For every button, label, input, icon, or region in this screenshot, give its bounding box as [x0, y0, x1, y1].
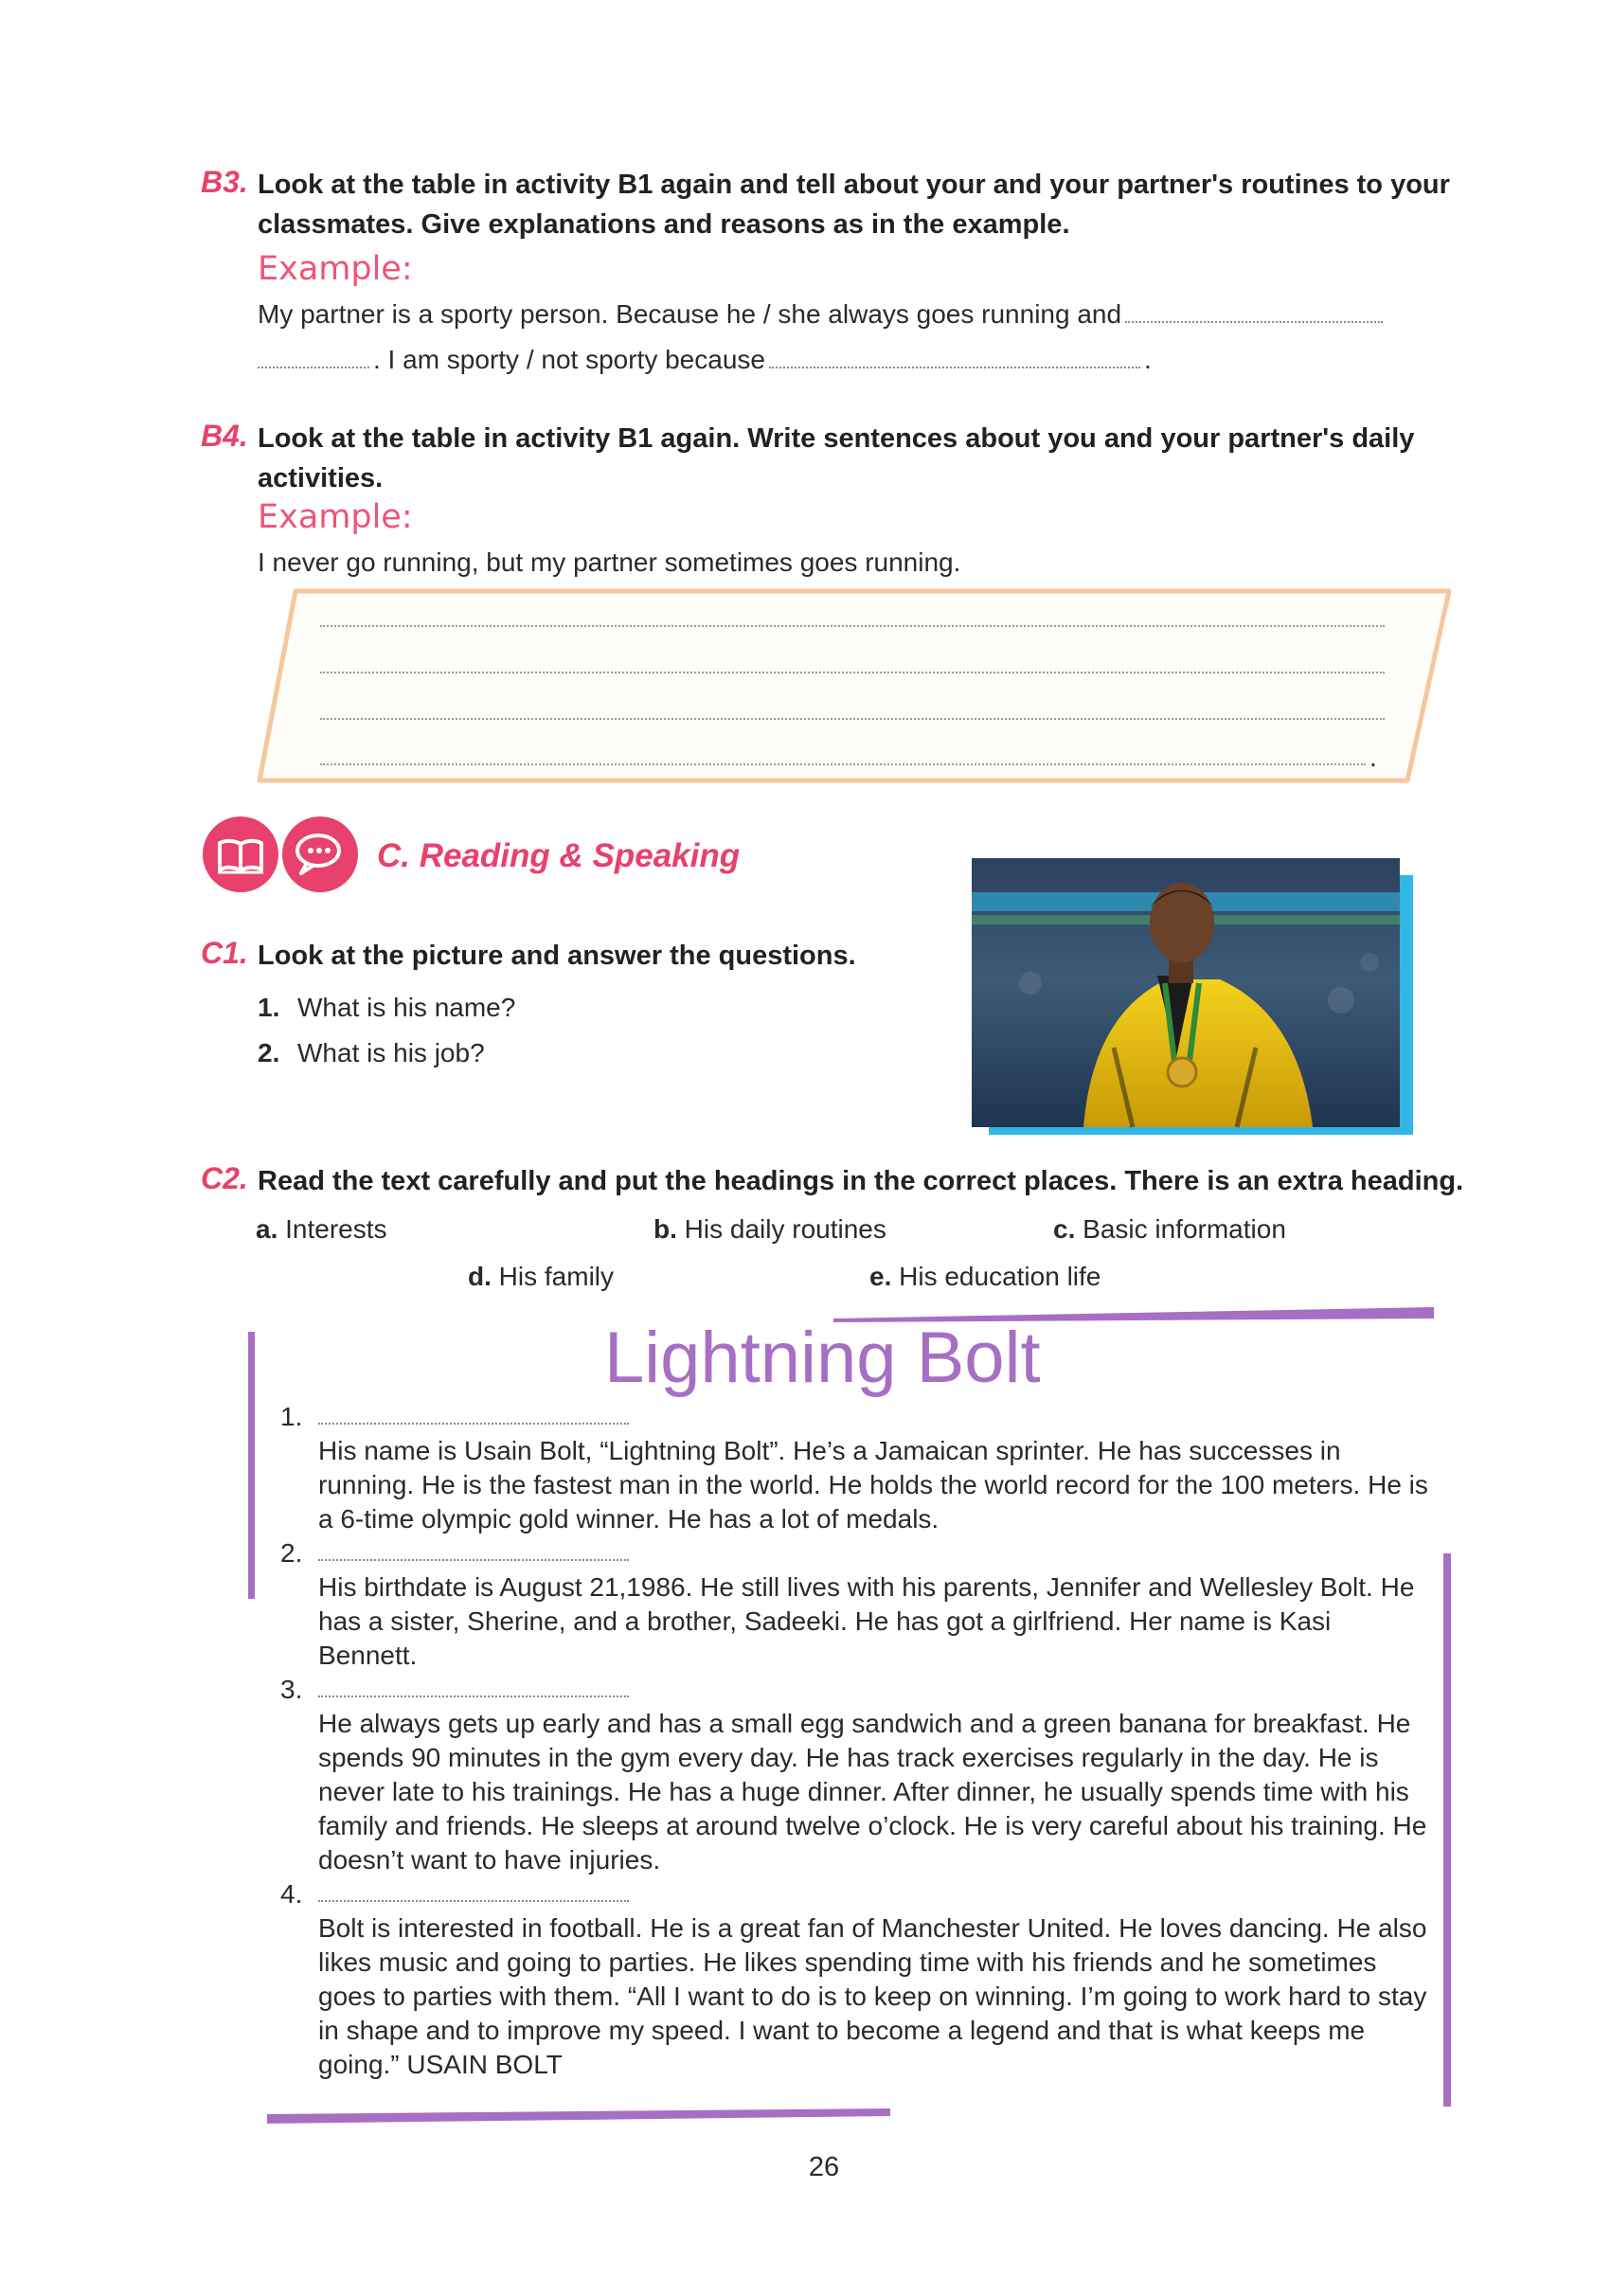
- page-number: 26: [808, 2152, 840, 2182]
- heading-letter: a.: [256, 1214, 278, 1244]
- para-2-number: 2.: [280, 1538, 303, 1568]
- para-1-text: His name is Usain Bolt, “Lightning Bolt”. He’s a Jamaican sprinter. He has successes in running. He is the fastest man in the world. He holds the world record for the 100 meters. He is a 6-time olympic gold winner. He has a lot of medals.: [318, 1436, 1428, 1534]
- b3-example-line2-text: . I am sporty / not sporty because: [373, 345, 765, 374]
- c1-q1-num: 1.: [258, 993, 280, 1022]
- para-1-number: 1.: [280, 1402, 303, 1431]
- para-3-blank[interactable]: [318, 1695, 629, 1697]
- c1-q2-text: What is his job?: [297, 1038, 485, 1067]
- para-3-text: He always gets up early and has a small egg sandwich and a green banana for breakfast. He spends 90 minutes in the gym every day. He has track exercises regularly in the day. He is never late to his trainings. He has a huge dinner. After dinner, he usually spends time with his family and friends. He sleeps at around twelve o’clock. He is very careful about his training. He doesn’t want to have injuries.: [318, 1709, 1427, 1874]
- c2-instruction: Read the text carefully and put the headings in the correct places. There is an extra heading.: [258, 1166, 1464, 1196]
- b4-example-text: I never go running, but my partner sometimes goes running.: [258, 547, 961, 577]
- heading-letter: b.: [653, 1214, 677, 1244]
- c1-number: C1.: [201, 936, 248, 970]
- heading-text: Interests: [285, 1214, 387, 1244]
- para-4-number: 4.: [280, 1879, 303, 1909]
- b4-number: B4.: [201, 419, 248, 453]
- heading-text: His education life: [899, 1262, 1101, 1291]
- b4-end-mark: .: [1369, 743, 1377, 772]
- heading-text: His daily routines: [684, 1214, 886, 1244]
- heading-letter: e.: [869, 1262, 892, 1291]
- b4-example-label: Example:: [258, 498, 413, 536]
- para-2-text: His birthdate is August 21,1986. He still lives with his parents, Jennifer and Wellesley Bolt. He has a sister, Sherine, and a brother, Sadeeki. He has got a girlfriend. Her name is Kasi Bennett.: [318, 1572, 1415, 1670]
- para-2-blank[interactable]: [318, 1559, 629, 1561]
- heading-text: Basic information: [1083, 1214, 1286, 1244]
- heading-text: His family: [498, 1262, 615, 1291]
- c2-number: C2.: [201, 1161, 248, 1195]
- c1-instruction: Look at the picture and answer the questions.: [258, 941, 856, 971]
- para-4-blank[interactable]: [318, 1900, 629, 1902]
- b3-example-line1-text: My partner is a sporty person. Because he / she always goes running and: [258, 299, 1122, 329]
- b3-number: B3.: [201, 165, 248, 199]
- heading-letter: c.: [1053, 1214, 1076, 1244]
- section-c-title: C. Reading & Speaking: [377, 837, 741, 874]
- b4-instruction: Look at the table in activity B1 again. Write sentences about you and your partner's daily activities.: [258, 423, 1415, 493]
- b3-example-end: .: [1143, 345, 1152, 374]
- para-4-text: Bolt is interested in football. He is a great fan of Manchester United. He loves dancing. He also likes music and going to parties. He likes spending time with his friends and he sometimes goes to parties with them. “All I want to do is to keep on winning. I’m going to work hard to stay in shape and to improve my speed. I want to become a legend and that is what keeps me going.” USAIN BOLT: [318, 1913, 1427, 2079]
- b3-example-label: Example:: [258, 250, 413, 288]
- c1-q2-num: 2.: [258, 1038, 280, 1067]
- heading-letter: d.: [468, 1262, 492, 1291]
- article-title: Lightning Bolt: [604, 1318, 1041, 1398]
- c1-q1-text: What is his name?: [297, 993, 516, 1022]
- b3-instruction: Look at the table in activity B1 again and tell about your and your partner's routines to your classmates. Give explanations and reasons as in the example.: [258, 170, 1450, 240]
- para-1-blank[interactable]: [318, 1423, 629, 1425]
- para-3-number: 3.: [280, 1675, 303, 1704]
